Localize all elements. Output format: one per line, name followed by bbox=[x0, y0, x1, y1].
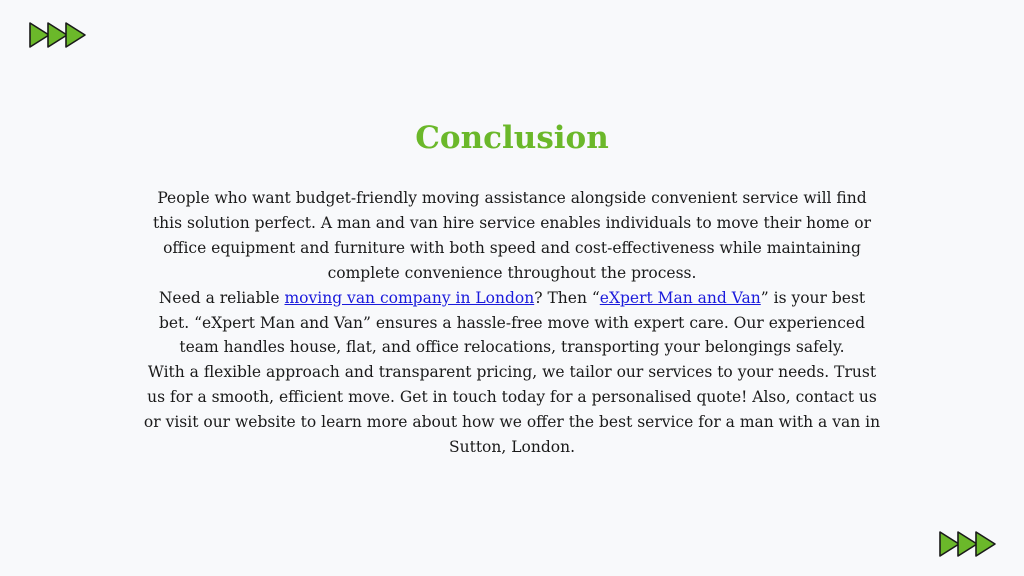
page-title: Conclusion bbox=[415, 120, 609, 156]
paragraph-pricing: With a flexible approach and transparent pricing, we tailor our services to your needs. Trust us for a smooth, efficient move. Get in touch today for a personalised quote! Also, contact us or visit our website to learn more about how we offer the best service for a man with a van in Sutton, London. bbox=[143, 363, 881, 457]
expert-man-and-van-link[interactable]: eXpert Man and Van bbox=[599, 288, 761, 307]
text-segment: ? Then “ bbox=[534, 288, 600, 307]
text-segment: Need a reliable bbox=[158, 288, 285, 307]
triple-arrow-icon bbox=[938, 529, 998, 559]
text-segment: ” is your best bet. “eXpert Man and Van” ensures a hassle-free move with expert care. Our experienced team handles house, flat, and office relocations, transporting your belongings safely. bbox=[158, 288, 866, 357]
paragraph-intro: People who want budget-friendly moving assistance alongside convenient service will find this solution perfect. A man and van hire service enables individuals to move their home or office equipment and furniture with both speed and cost-effectiveness while maintaining complete convenience throughout the process. bbox=[152, 189, 872, 282]
moving-van-company-link[interactable]: moving van company in London bbox=[284, 288, 535, 307]
triple-arrow-icon bbox=[28, 20, 88, 50]
paragraph-company bbox=[142, 286, 882, 361]
conclusion-body bbox=[142, 186, 882, 460]
